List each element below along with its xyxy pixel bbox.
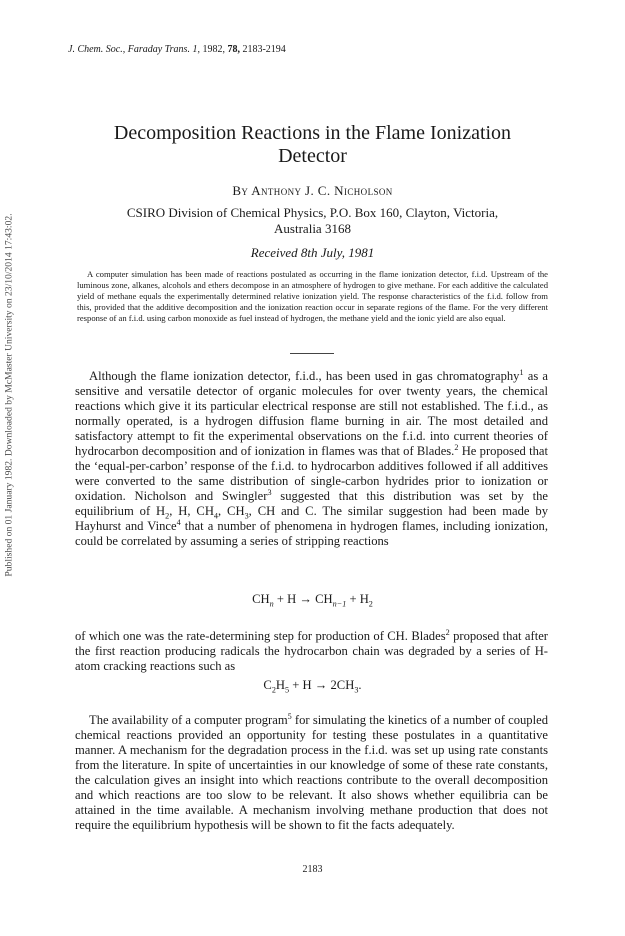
reference-mark: 2 bbox=[454, 442, 459, 452]
received-value: 8th July, 1981 bbox=[300, 245, 375, 260]
equation-cracking bbox=[80, 678, 545, 693]
body-text: Although the flame ionization detector, f.i.d., has been used in gas chromatography bbox=[89, 369, 520, 383]
body-text: that a number of phenomena in hydrogen flames, including ionization, could be correlated by assuming a series of stripping reactions bbox=[75, 519, 548, 548]
received-label: Received bbox=[250, 245, 298, 260]
body-text: , CH and C. The similar suggestion had been made by Hayhurst and Vince bbox=[75, 504, 548, 533]
body-text: for simulating the kinetics of a number of coupled chemical reactions provided an opportunity for testing these postulates in a quantitative manner. A mechanism for the degradation process in the f.i.d. was set up using rate constants from the literature. In spite of uncertainties in our knowledge of some of these rate constants, the calculation gives an insight into which reactions contribute to the overall decomposition and which reactions are too slow to be relevant. It also shows whether equilibria can be attained in the time available. A mechanism involving methane production that does not require the equilibrium hypothesis will be shown to fit the facts adequately. bbox=[75, 713, 548, 832]
body-paragraph-2 bbox=[75, 629, 548, 674]
reference-mark: 4 bbox=[176, 517, 181, 527]
author-affiliation bbox=[80, 205, 545, 237]
received-date bbox=[80, 245, 545, 261]
journal-name: J. Chem. Soc., Faraday Trans. 1, bbox=[68, 44, 200, 55]
equation-term: . bbox=[358, 678, 362, 692]
equation-index: 5 bbox=[285, 685, 290, 695]
journal-citation bbox=[68, 44, 286, 55]
abstract-text: A computer simulation has been made of reactions postulated as occurring in the flame ionization detector, f.i.d. Upstream of the luminous zone, alkanes, alcohols and ethers decompose in an atmosphere of hydrogen to give methane. For each additive the calculated yield of methane equals the experimentally determined relative ionization yield. The response characteristics of the f.i.d. follow from this, provided that the additive decomposition and the ionization reaction occur in separate regions of the flame. For the very different response of an f.i.d. using carbon monoxide as fuel instead of hydrogen, the methane yield and the ionic yield are also equal. bbox=[77, 269, 548, 323]
body-paragraph-1 bbox=[75, 369, 548, 549]
abstract bbox=[77, 269, 548, 324]
equation-index: 2 bbox=[271, 685, 276, 695]
body-text: The availability of a computer program bbox=[89, 713, 288, 727]
subscript: 3 bbox=[244, 511, 249, 521]
equation-index: 3 bbox=[354, 685, 359, 695]
body-text: of which one was the rate-determining step for production of CH. Blades bbox=[75, 629, 446, 643]
article-author: By Anthony J. C. Nicholson bbox=[232, 183, 393, 198]
subscript: 2 bbox=[165, 511, 170, 521]
equation-stripping bbox=[80, 592, 545, 607]
journal-volume: 78, bbox=[227, 44, 240, 55]
body-text: He proposed that the ‘equal-per-carbon’ response of the f.i.d. to hydrocarbon additives followed if all additives were converted to the same distribution of single-carbon hydrides prior to ionization or oxidation. Nicholson and Swingler bbox=[75, 444, 548, 503]
article-title-line: Detector bbox=[278, 145, 347, 167]
equation-term: H bbox=[275, 678, 286, 692]
article-title bbox=[80, 122, 545, 168]
article-title-line: Decomposition Reactions in the Flame Ionization bbox=[113, 122, 512, 144]
reference-mark: 3 bbox=[267, 487, 272, 497]
body-text: suggested that this distribution was set by the equilibrium of H bbox=[75, 489, 548, 518]
download-watermark bbox=[1, 155, 17, 635]
affiliation-line: Australia 3168 bbox=[274, 221, 351, 236]
equation-index: 2 bbox=[368, 599, 373, 609]
affiliation-line: CSIRO Division of Chemical Physics, P.O. Box 160, Clayton, Victoria, bbox=[126, 205, 499, 220]
journal-year: 1982, bbox=[202, 44, 225, 55]
body-text: proposed that after the first reaction producing radicals the hydrocarbon chain was degraded by a series of H-atom cracking reactions such as bbox=[75, 629, 548, 673]
reference-mark: 2 bbox=[445, 627, 450, 637]
equation-term: + H → 2CH bbox=[289, 678, 355, 692]
equation-term: CH bbox=[252, 592, 270, 606]
body-text: , H, CH bbox=[169, 504, 214, 518]
journal-pages: 2183-2194 bbox=[242, 44, 286, 55]
equation-term: + H → CH bbox=[273, 592, 333, 606]
body-text: as a sensitive and versatile detector of organic molecules for over twenty years, the chemical reactions which give it its particular electrical response are still not established. The f.i.d., as normally operated, is a hydrogen diffusion flame burning in air. The most detailed and satisfactory attempt to fit the experimental observations on the f.i.d. into current theories of hydrocarbon decomposition and of ionization in flames was that of Blades. bbox=[75, 369, 548, 458]
reference-mark: 5 bbox=[287, 711, 292, 721]
section-divider bbox=[290, 353, 334, 354]
subscript: 4 bbox=[213, 511, 219, 521]
download-watermark-text: Published on 01 January 1982. Downloaded by McMaster University on 23/10/2014 17:43:02. bbox=[3, 213, 15, 577]
equation-index: n−1 bbox=[332, 599, 347, 609]
page-number: 2183 bbox=[302, 864, 323, 875]
equation-term: + H bbox=[346, 592, 369, 606]
equation-index: n bbox=[269, 599, 274, 609]
reference-mark: 1 bbox=[519, 367, 524, 377]
equation-term: C bbox=[263, 678, 272, 692]
body-text: , CH bbox=[218, 504, 245, 518]
body-paragraph-3 bbox=[75, 713, 548, 833]
